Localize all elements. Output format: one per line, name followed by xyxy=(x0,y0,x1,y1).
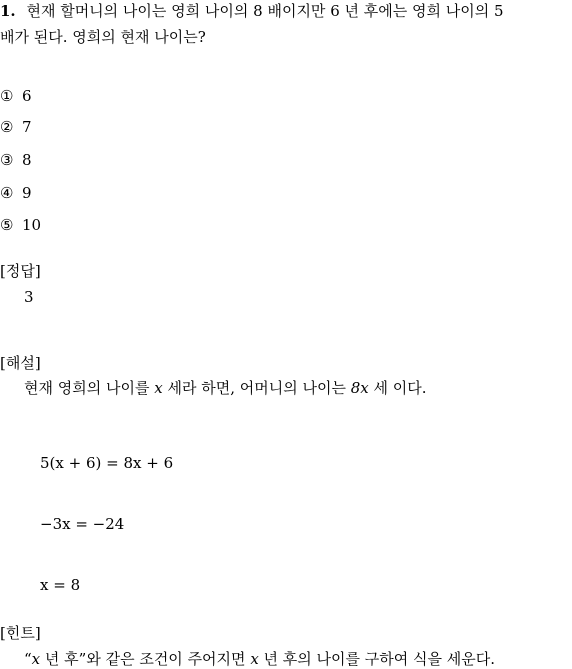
explanation-intro-c: 세 이다. xyxy=(373,379,427,397)
choice-3[interactable] xyxy=(0,153,32,168)
answer-label: [정답] xyxy=(0,262,41,280)
hint-open-quote: “ xyxy=(24,650,32,668)
choice-1-mark: ① xyxy=(0,87,14,105)
question-line-1 xyxy=(0,4,504,19)
choice-4[interactable] xyxy=(0,186,32,201)
explanation-intro xyxy=(24,381,427,396)
choice-3-mark: ③ xyxy=(0,151,14,169)
choice-2[interactable] xyxy=(0,120,32,135)
equation-2: −3x = −24 xyxy=(40,515,125,533)
question-line-2 xyxy=(0,30,206,45)
answer-value: 3 xyxy=(24,288,34,306)
explanation-intro-a: 현재 영희의 나이를 xyxy=(24,379,150,397)
choice-5-value: 10 xyxy=(22,216,42,234)
explanation-var-x: x xyxy=(154,379,163,397)
choice-1-value: 6 xyxy=(22,87,32,105)
equation-1: 5(x + 6) = 8x + 6 xyxy=(40,454,174,472)
hint-var-2: x xyxy=(250,650,259,668)
explanation-label: [해설] xyxy=(0,354,41,372)
hint-text xyxy=(24,652,495,667)
choice-5[interactable] xyxy=(0,218,41,233)
choice-3-value: 8 xyxy=(22,151,32,169)
equation-3: x = 8 xyxy=(40,576,81,594)
choice-4-value: 9 xyxy=(22,184,32,202)
explanation-intro-b: 세라 하면, 어머니의 나이는 xyxy=(167,379,346,397)
choice-1[interactable] xyxy=(0,89,32,104)
hint-text-b: 년 후”와 같은 조건이 주어지면 xyxy=(40,650,246,668)
hint-var-1: x xyxy=(31,650,41,668)
question-number: 1. xyxy=(0,2,16,20)
choice-2-mark: ② xyxy=(0,118,14,136)
hint-text-c: 년 후의 나이를 구하여 식을 세운다. xyxy=(258,650,496,668)
choice-2-value: 7 xyxy=(22,118,32,136)
choice-5-mark: ⑤ xyxy=(0,216,14,234)
explanation-coef: 8x xyxy=(350,379,369,397)
question-text-line2: 배가 된다. 영희의 현재 나이는? xyxy=(0,28,206,46)
question-text-line1: 현재 할머니의 나이는 영희 나이의 8 배이지만 6 년 후에는 영희 나이의 5 xyxy=(26,2,504,20)
choice-4-mark: ④ xyxy=(0,184,14,202)
hint-label: [힌트] xyxy=(0,624,41,642)
